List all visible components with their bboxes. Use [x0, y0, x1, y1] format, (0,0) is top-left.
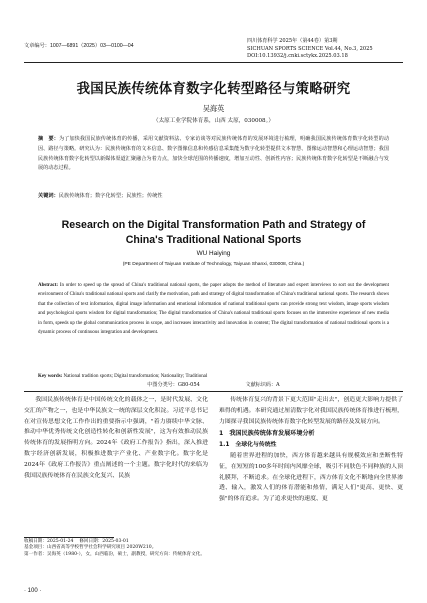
document-code: 文献标识码：A — [245, 382, 280, 388]
journal-line-cn: 四川体育科学 2025年（第44卷）第3期 — [247, 38, 338, 44]
footnote — [24, 539, 208, 558]
author-bio: 第一作者：吴海英（1980-），女，山西临汾，硕士，副教授，研究方向：传统体育文化。 — [24, 551, 205, 557]
journal-line-en: SICHUAN SPORTS SCIENCE Vol.44, No.3, 2025 — [247, 45, 373, 52]
english-affiliation: (PE Department of Taiyuan Institute of Technology, Taiyuan Shanxi, 030008, China.) — [122, 262, 305, 267]
journal-doi: DOI:10.13932/j.cnki.sctykx.2025.03.18 — [247, 53, 348, 60]
classification-line — [38, 381, 389, 388]
english-abstract-text: In order to speed up the spread of China's traditional national sports, the paper adopts the method of literature and expert interviews to sort out the development environment of China's traditional national sports and clarify the motivation, path and strategy of digital transformation of China's traditional national sports. The research shows that the collection of text information, digital image information and emotional information of national traditional sports can provide strong text wisdom, image sports wisdom and psychological sports wisdom for digital transformation; The digital transformation of China's national traditional sports focuses on the immersive experience of new media in form, speeds up the global communication process in scope, and increases interactivity and innovation in content; The digital transformation of national traditional sports is a dynamic process of continuous integration and development. — [38, 283, 390, 336]
subsection-heading: 1.1 全球化与传统性 — [219, 442, 277, 449]
chinese-keywords-text: 民族传统体育；数字化转型；民族性；传统性 — [58, 193, 163, 199]
english-keywords — [38, 373, 389, 381]
chinese-abstract — [38, 135, 389, 174]
english-keywords-text: National tradition sports; Digital transformation; Nationality; Traditional — [63, 374, 208, 379]
footnote-rule — [24, 537, 114, 538]
received-date: 收稿日期：2025-01-24 — [24, 539, 74, 544]
english-author: WU Haiying — [196, 250, 231, 257]
english-title — [0, 218, 427, 248]
journal-info — [247, 38, 417, 61]
revised-date: 修回日期：2025-03-01 — [79, 539, 129, 544]
article-number: 文章编号：1007—6891（2025）03—0100—04 — [24, 43, 134, 49]
page-number: · 100 · — [24, 588, 42, 594]
english-title-line-1: Research on the Digital Transformation Path and Strategy of — [61, 219, 366, 231]
body-left-column — [24, 395, 208, 481]
chinese-abstract-text: 为了加快我国民族传统体育的传播，采用文献资料法、专家访谈等对民族传统体育的发展环境进行梳理，明确我国民族传统体育数字化转型的动因、路径与策略。研究认为：民族传统体育的文本信息、数字图像信息和传感信息采集能为数字化转型提供文本智慧、图像运动智慧和心理运动智慧；我国民族传统体育数字化转型以新媒体渠道汇聚融合为着力点，加快全球范围的传播速度，增加互动性、创新性内容；民族传统体育数字化转型是不断融合与发展的动态过程。 — [38, 136, 389, 172]
body-paragraph: 我国民族传统体育是中国传统文化的载体之一，是时代发展、文化交汇的产物之一，也是中华民族文一统的深层文化积淀。习近平总书记在对宣传思想文化工作作出的重要指示中强调，"着力赓续中华文脉、推动中华优秀传统文化创造性转化和创新性发展"，这为有效推动民族传统体育的发展指明方向。2024年《政府工作报告》指出，深入推进数字经济创新发展，积极推进数字产业化、产业数字化。数字化是2024年《政府工作报告》重点阐述的一个主题。数字化时代的来临为我国民族传统体育在民族文化复兴、民族 — [24, 397, 208, 479]
section-heading: 1 我国民族传统体育发展环境分析 — [219, 430, 315, 438]
english-abstract — [38, 281, 389, 337]
clc-number: 中图分类号：G80-054 — [147, 382, 200, 388]
chinese-keywords-label: 关键词： — [38, 193, 59, 199]
body-paragraph: 随着世界进程的加快，西方体育越来越具有规模效应和垄断性特征，在短短的100多年时间内风靡全球，吸引不同肤色不同种族的人顶礼膜拜，不断追求。在全球化进程下，西方体育文化不断地向全世界渗透、输入，激发人们的体育潜能和热情，满足人们"更高、更快、更强"的体育追求。为了追求更快的速度、更 — [219, 452, 403, 503]
english-title-line-2: China's Traditional National Sports — [125, 234, 302, 246]
chinese-keywords — [38, 192, 389, 199]
abstract-rule — [24, 391, 403, 392]
chinese-affiliation: （太原工业学院体育系，山西 太原，030008。） — [152, 118, 275, 124]
chinese-author: 吴海英 — [202, 104, 225, 113]
body-right-column — [219, 395, 403, 505]
chinese-abstract-label: 摘 要： — [38, 136, 59, 142]
english-keywords-label: Key words: — [38, 374, 63, 379]
english-abstract-label: Abstract: — [38, 283, 59, 288]
header-rule — [24, 62, 403, 63]
funding-note: 基金项目：山西省高等学校哲学社会科学研究项目 2020W210。 — [24, 545, 157, 551]
body-paragraph: 传统体育复兴的背景下更大范围"走出去"，创造更大影响力提供了难得的机遇。本研究通过厘清数字化对我国民族传统体育推进行梳理，力图探寻我国民族传统体育数字化转型发展的路径及发展方向。 — [219, 397, 403, 425]
chinese-title: 我国民族传统体育数字化转型路径与策略研究 — [76, 82, 351, 97]
